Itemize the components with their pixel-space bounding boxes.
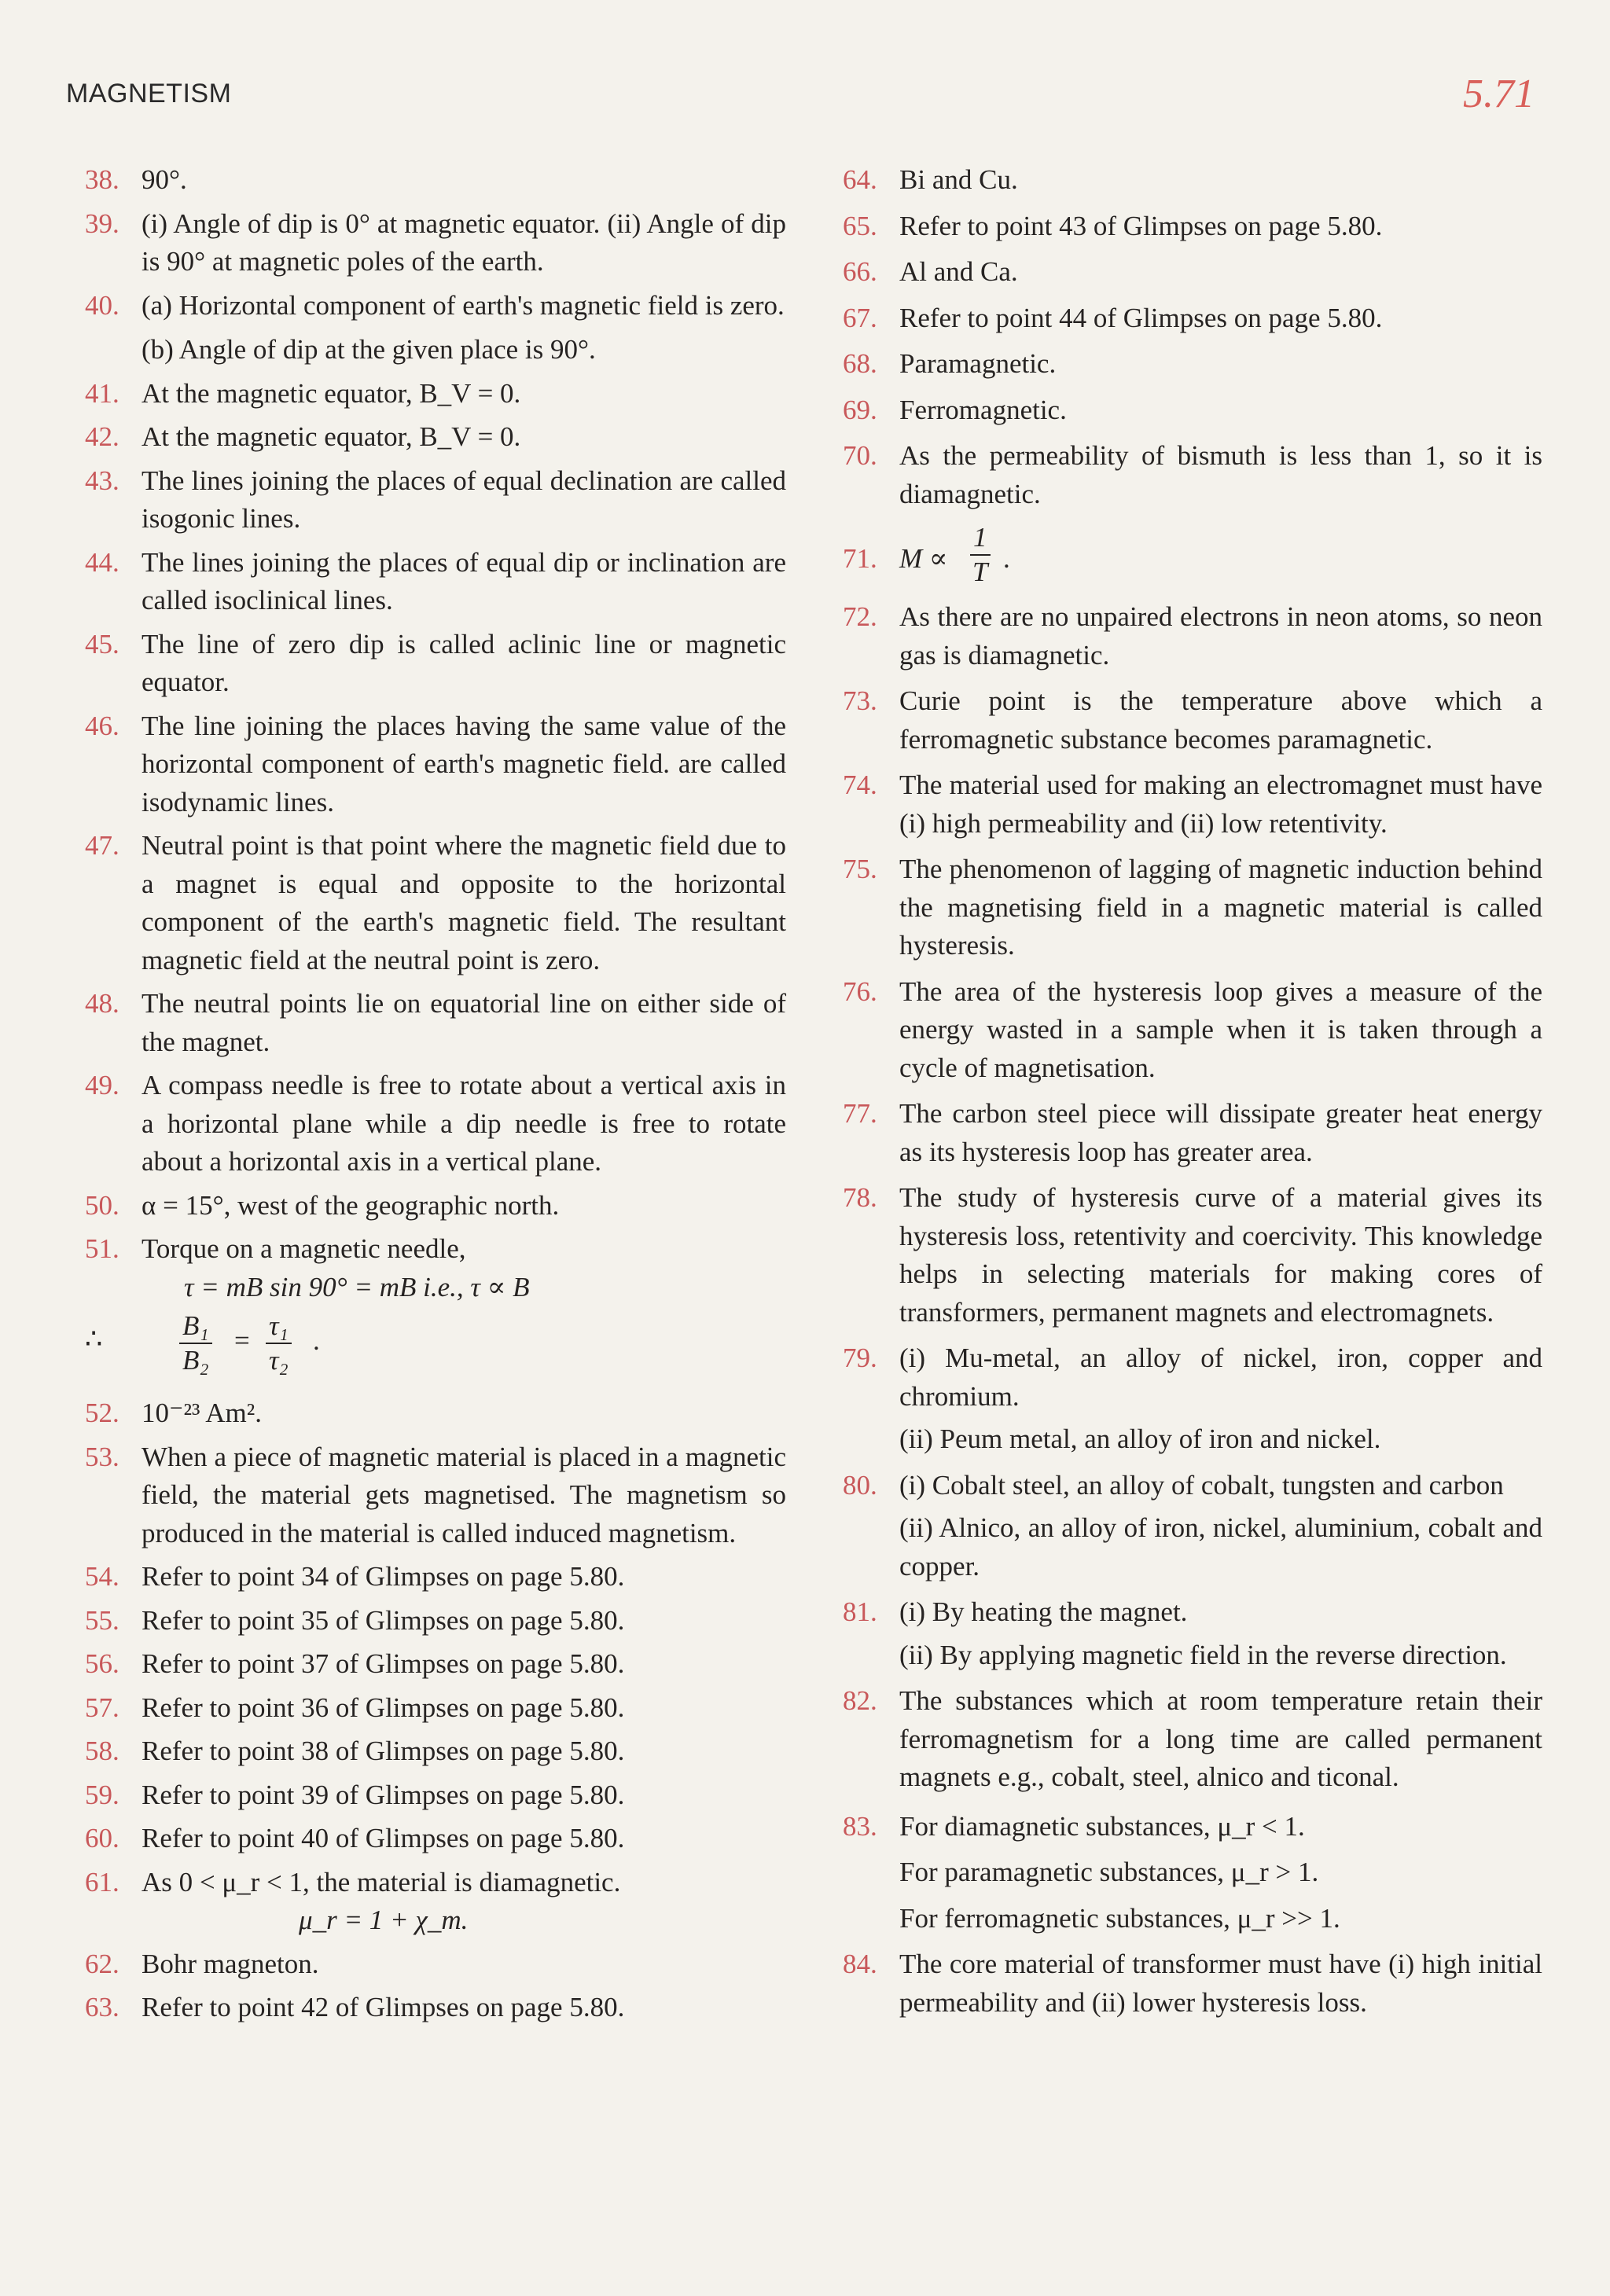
fraction-numerator: 1 bbox=[970, 521, 991, 556]
answer-42 bbox=[85, 418, 786, 457]
fraction-numerator: B₁ bbox=[179, 1310, 212, 1344]
answer-81 bbox=[843, 1593, 1542, 1674]
answer-48 bbox=[85, 985, 786, 1061]
answer-73 bbox=[843, 682, 1542, 759]
answer-text: Curie point is the temperature above which a ferromagnetic substance becomes paramagnetic. bbox=[899, 685, 1542, 755]
fraction-denominator: B₂ bbox=[182, 1345, 209, 1376]
fraction-tau bbox=[266, 1310, 292, 1377]
answer-43 bbox=[85, 462, 786, 538]
answer-number: 47. bbox=[85, 830, 119, 861]
answer-number: 60. bbox=[85, 1823, 119, 1853]
answer-part-i: (i) By heating the magnet. bbox=[899, 1596, 1188, 1627]
answer-45 bbox=[85, 626, 786, 702]
answer-number: 39. bbox=[85, 208, 119, 239]
answer-66 bbox=[843, 253, 1542, 292]
answer-46 bbox=[85, 707, 786, 822]
answer-text: Bi and Cu. bbox=[899, 164, 1018, 195]
answer-text: Refer to point 34 of Glimpses on page 5.80. bbox=[142, 1561, 625, 1592]
answer-49 bbox=[85, 1067, 786, 1181]
answer-text: 10⁻²³ Am². bbox=[142, 1398, 263, 1428]
answer-text: The phenomenon of lagging of magnetic induction behind the magnetising field in a magnetic material is called hysteresis. bbox=[899, 854, 1542, 961]
answer-71 bbox=[843, 521, 1542, 593]
answer-text: (i) Angle of dip is 0° at magnetic equator. (ii) Angle of dip is 90° at magnetic poles of the earth. bbox=[142, 208, 786, 277]
answer-56 bbox=[85, 1645, 786, 1684]
answer-part-ii: (ii) By applying magnetic field in the reverse direction. bbox=[899, 1639, 1507, 1670]
answer-part-b: (b) Angle of dip at the given place is 90°. bbox=[142, 334, 596, 365]
answer-text: 90°. bbox=[142, 164, 187, 195]
answer-number: 56. bbox=[85, 1648, 119, 1679]
answer-part-ii: (ii) Alnico, an alloy of iron, nickel, aluminium, cobalt and copper. bbox=[899, 1512, 1542, 1581]
answer-70 bbox=[843, 437, 1542, 513]
answer-number: 54. bbox=[85, 1561, 119, 1592]
answer-number: 77. bbox=[843, 1098, 877, 1129]
answer-number: 57. bbox=[85, 1692, 119, 1723]
answer-number: 73. bbox=[843, 685, 877, 716]
answer-text: The core material of transformer must have (i) high initial permeability and (ii) lower hysteresis loss. bbox=[899, 1949, 1542, 2018]
fraction-denominator: τ₂ bbox=[269, 1345, 289, 1376]
answer-65 bbox=[843, 208, 1542, 246]
answer-part-a: (a) Horizontal component of earth's magnetic field is zero. bbox=[142, 289, 785, 321]
answer-53 bbox=[85, 1438, 786, 1553]
answer-text: Refer to point 36 of Glimpses on page 5.80. bbox=[142, 1692, 625, 1723]
period: . bbox=[313, 1325, 320, 1356]
answer-number: 64. bbox=[843, 164, 877, 195]
answer-68 bbox=[843, 345, 1542, 384]
answer-text: Bohr magneton. bbox=[142, 1948, 319, 1979]
answer-number: 79. bbox=[843, 1343, 877, 1373]
answer-number: 72. bbox=[843, 601, 877, 632]
answer-38 bbox=[85, 161, 786, 200]
answer-number: 58. bbox=[85, 1736, 119, 1766]
page-header bbox=[66, 72, 1535, 126]
answer-number: 81. bbox=[843, 1596, 877, 1627]
fraction-denominator: T bbox=[972, 557, 988, 587]
answer-number: 42. bbox=[85, 421, 119, 452]
answer-62 bbox=[85, 1945, 786, 1984]
answer-text: At the magnetic equator, B_V = 0. bbox=[142, 421, 521, 452]
answer-number: 71. bbox=[843, 543, 877, 574]
answer-63 bbox=[85, 1989, 786, 2027]
answer-text: Paramagnetic. bbox=[899, 348, 1057, 379]
answer-77 bbox=[843, 1095, 1542, 1171]
answer-78 bbox=[843, 1179, 1542, 1332]
answer-text: The neutral points lie on equatorial line on either side of the magnet. bbox=[142, 988, 786, 1057]
answer-67 bbox=[843, 299, 1542, 338]
fraction-b bbox=[179, 1310, 212, 1377]
answer-number: 61. bbox=[85, 1866, 119, 1897]
answer-number: 62. bbox=[85, 1948, 119, 1979]
answer-text: At the magnetic equator, B_V = 0. bbox=[142, 377, 521, 409]
answer-part-i: (i) Cobalt steel, an alloy of cobalt, tungsten and carbon bbox=[899, 1469, 1504, 1501]
answer-text: The material used for making an electromagnet must have (i) high permeability and (ii) low retentivity. bbox=[899, 770, 1542, 839]
answer-72 bbox=[843, 598, 1542, 674]
answer-82 bbox=[843, 1682, 1542, 1797]
answer-57 bbox=[85, 1689, 786, 1728]
ratio-equation bbox=[85, 1310, 786, 1382]
answer-number: 68. bbox=[843, 348, 877, 379]
answer-52 bbox=[85, 1394, 786, 1433]
answer-number: 38. bbox=[85, 164, 119, 195]
answer-text: Refer to point 40 of Glimpses on page 5.80. bbox=[142, 1823, 625, 1853]
page-number: 5.71 bbox=[1463, 72, 1535, 116]
answer-number: 53. bbox=[85, 1441, 119, 1472]
answer-75 bbox=[843, 850, 1542, 965]
answer-69 bbox=[843, 391, 1542, 430]
answer-text: Refer to point 43 of Glimpses on page 5.80. bbox=[899, 210, 1383, 241]
answer-59 bbox=[85, 1776, 786, 1815]
answer-text: As 0 < μ_r < 1, the material is diamagnetic. bbox=[142, 1866, 621, 1897]
paramagnetic-line: For paramagnetic substances, μ_r > 1. bbox=[899, 1857, 1319, 1887]
answer-number: 44. bbox=[85, 546, 119, 578]
answer-number: 50. bbox=[85, 1189, 119, 1221]
answer-number: 40. bbox=[85, 289, 119, 321]
answer-text: Ferromagnetic. bbox=[899, 394, 1067, 425]
answer-text: When a piece of magnetic material is placed in a magnetic field, the material gets magnetised. The magnetism so produced in the material is called induced magnetism. bbox=[142, 1441, 786, 1548]
answer-text: The substances which at room temperature retain their ferromagnetism for a long time are called permanent magnets e.g., cobalt, steel, alnico and ticonal. bbox=[899, 1685, 1542, 1792]
answer-text: Al and Ca. bbox=[899, 256, 1018, 287]
answer-number: 70. bbox=[843, 440, 877, 471]
therefore-symbol: ∴ bbox=[85, 1324, 103, 1354]
answer-number: 82. bbox=[843, 1685, 877, 1716]
answer-text: Refer to point 37 of Glimpses on page 5.80. bbox=[142, 1648, 625, 1679]
answer-part-ii: (ii) Peum metal, an alloy of iron and nickel. bbox=[899, 1424, 1381, 1454]
answer-51 bbox=[85, 1230, 786, 1306]
answer-50 bbox=[85, 1187, 786, 1225]
answer-text: Refer to point 38 of Glimpses on page 5.80. bbox=[142, 1736, 625, 1766]
answer-number: 78. bbox=[843, 1182, 877, 1213]
answer-number: 65. bbox=[843, 210, 877, 241]
answer-76 bbox=[843, 973, 1542, 1088]
answer-80 bbox=[843, 1467, 1542, 1586]
answer-number: 41. bbox=[85, 377, 119, 409]
answer-58 bbox=[85, 1732, 786, 1771]
answer-text: As there are no unpaired electrons in neon atoms, so neon gas is diamagnetic. bbox=[899, 601, 1542, 670]
answer-number: 45. bbox=[85, 628, 119, 659]
answer-47 bbox=[85, 827, 786, 979]
answer-number: 84. bbox=[843, 1949, 877, 1979]
answer-text: A compass needle is free to rotate about a vertical axis in a horizontal plane while a dip needle is free to rotate about a horizontal axis in a vertical plane. bbox=[142, 1070, 786, 1177]
answer-60 bbox=[85, 1820, 786, 1858]
answer-text: Torque on a magnetic needle, bbox=[142, 1233, 466, 1264]
answer-number: 80. bbox=[843, 1469, 877, 1501]
answer-number: 63. bbox=[85, 1992, 119, 2022]
answer-text: The study of hysteresis curve of a material gives its hysteresis loss, retentivity and coercivity. This knowledge helps in selecting materials for making cores of transformers, permanent magnets and electromagnets. bbox=[899, 1182, 1542, 1328]
answer-number: 52. bbox=[85, 1398, 119, 1428]
equals-sign: = bbox=[234, 1325, 250, 1356]
answer-text: Refer to point 42 of Glimpses on page 5.80. bbox=[142, 1992, 625, 2022]
answer-number: 43. bbox=[85, 465, 119, 496]
answer-39 bbox=[85, 205, 786, 281]
answer-text: The carbon steel piece will dissipate greater heat energy as its hysteresis loop has greater area. bbox=[899, 1098, 1542, 1167]
answer-55 bbox=[85, 1602, 786, 1640]
answer-number: 69. bbox=[843, 394, 877, 425]
answer-number: 76. bbox=[843, 975, 877, 1007]
chapter-title: MAGNETISM bbox=[66, 79, 232, 108]
permeability-equation: μ_r = 1 + χ_m. bbox=[299, 1905, 469, 1935]
answer-number: 67. bbox=[843, 302, 877, 333]
answer-text: α = 15°, west of the geographic north. bbox=[142, 1189, 560, 1221]
answer-text: The line joining the places having the same value of the horizontal component of earth's magnetic field. are called isodynamic lines. bbox=[142, 710, 786, 817]
answer-64 bbox=[843, 161, 1542, 200]
answer-79 bbox=[843, 1339, 1542, 1459]
answer-text: The area of the hysteresis loop gives a measure of the energy wasted in a sample when it is taken through a cycle of magnetisation. bbox=[899, 975, 1542, 1083]
answer-74 bbox=[843, 766, 1542, 843]
answer-number: 49. bbox=[85, 1070, 119, 1100]
diamagnetic-line: For diamagnetic substances, μ_r < 1. bbox=[899, 1810, 1305, 1842]
answer-number: 46. bbox=[85, 710, 119, 741]
answer-number: 75. bbox=[843, 854, 877, 884]
answer-text: Neutral point is that point where the magnetic field due to a magnet is equal and opposite to the horizontal component of the earth's magnetic field. The resultant magnetic field at the neutral point is zero. bbox=[142, 830, 786, 975]
answer-41 bbox=[85, 375, 786, 413]
answer-44 bbox=[85, 544, 786, 620]
answer-61 bbox=[85, 1864, 786, 1940]
answer-84 bbox=[843, 1945, 1542, 2022]
answer-number: 59. bbox=[85, 1779, 119, 1810]
fraction-numerator: τ₁ bbox=[266, 1310, 292, 1344]
left-column bbox=[85, 161, 786, 2033]
proportional-lhs: M ∝ bbox=[899, 543, 948, 574]
period: . bbox=[1003, 543, 1010, 574]
answer-number: 48. bbox=[85, 988, 119, 1019]
answer-number: 51. bbox=[85, 1233, 119, 1264]
answer-54 bbox=[85, 1558, 786, 1596]
ferromagnetic-line: For ferromagnetic substances, μ_r >> 1. bbox=[899, 1902, 1340, 1934]
answer-number: 66. bbox=[843, 256, 877, 287]
answer-text: The line of zero dip is called aclinic line or magnetic equator. bbox=[142, 628, 786, 697]
answer-number: 55. bbox=[85, 1604, 119, 1636]
answer-text: As the permeability of bismuth is less than 1, so it is diamagnetic. bbox=[899, 440, 1542, 509]
answer-text: Refer to point 39 of Glimpses on page 5.80. bbox=[142, 1779, 625, 1810]
answer-40 bbox=[85, 287, 786, 369]
right-column bbox=[843, 161, 1542, 2030]
answer-text: The lines joining the places of equal dip or inclination are called isoclinical lines. bbox=[142, 546, 786, 615]
torque-equation: τ = mB sin 90° = mB i.e., τ ∝ B bbox=[184, 1271, 530, 1302]
answer-text: Refer to point 44 of Glimpses on page 5.80. bbox=[899, 302, 1383, 333]
answer-83 bbox=[843, 1808, 1542, 1938]
answer-part-i: (i) Mu-metal, an alloy of nickel, iron, copper and chromium. bbox=[899, 1343, 1542, 1412]
answer-text: Refer to point 35 of Glimpses on page 5.80. bbox=[142, 1604, 625, 1636]
answer-number: 83. bbox=[843, 1810, 877, 1842]
answer-number: 74. bbox=[843, 770, 877, 800]
fraction-one-over-t bbox=[970, 521, 991, 589]
answer-text: The lines joining the places of equal declination are called isogonic lines. bbox=[142, 465, 786, 534]
